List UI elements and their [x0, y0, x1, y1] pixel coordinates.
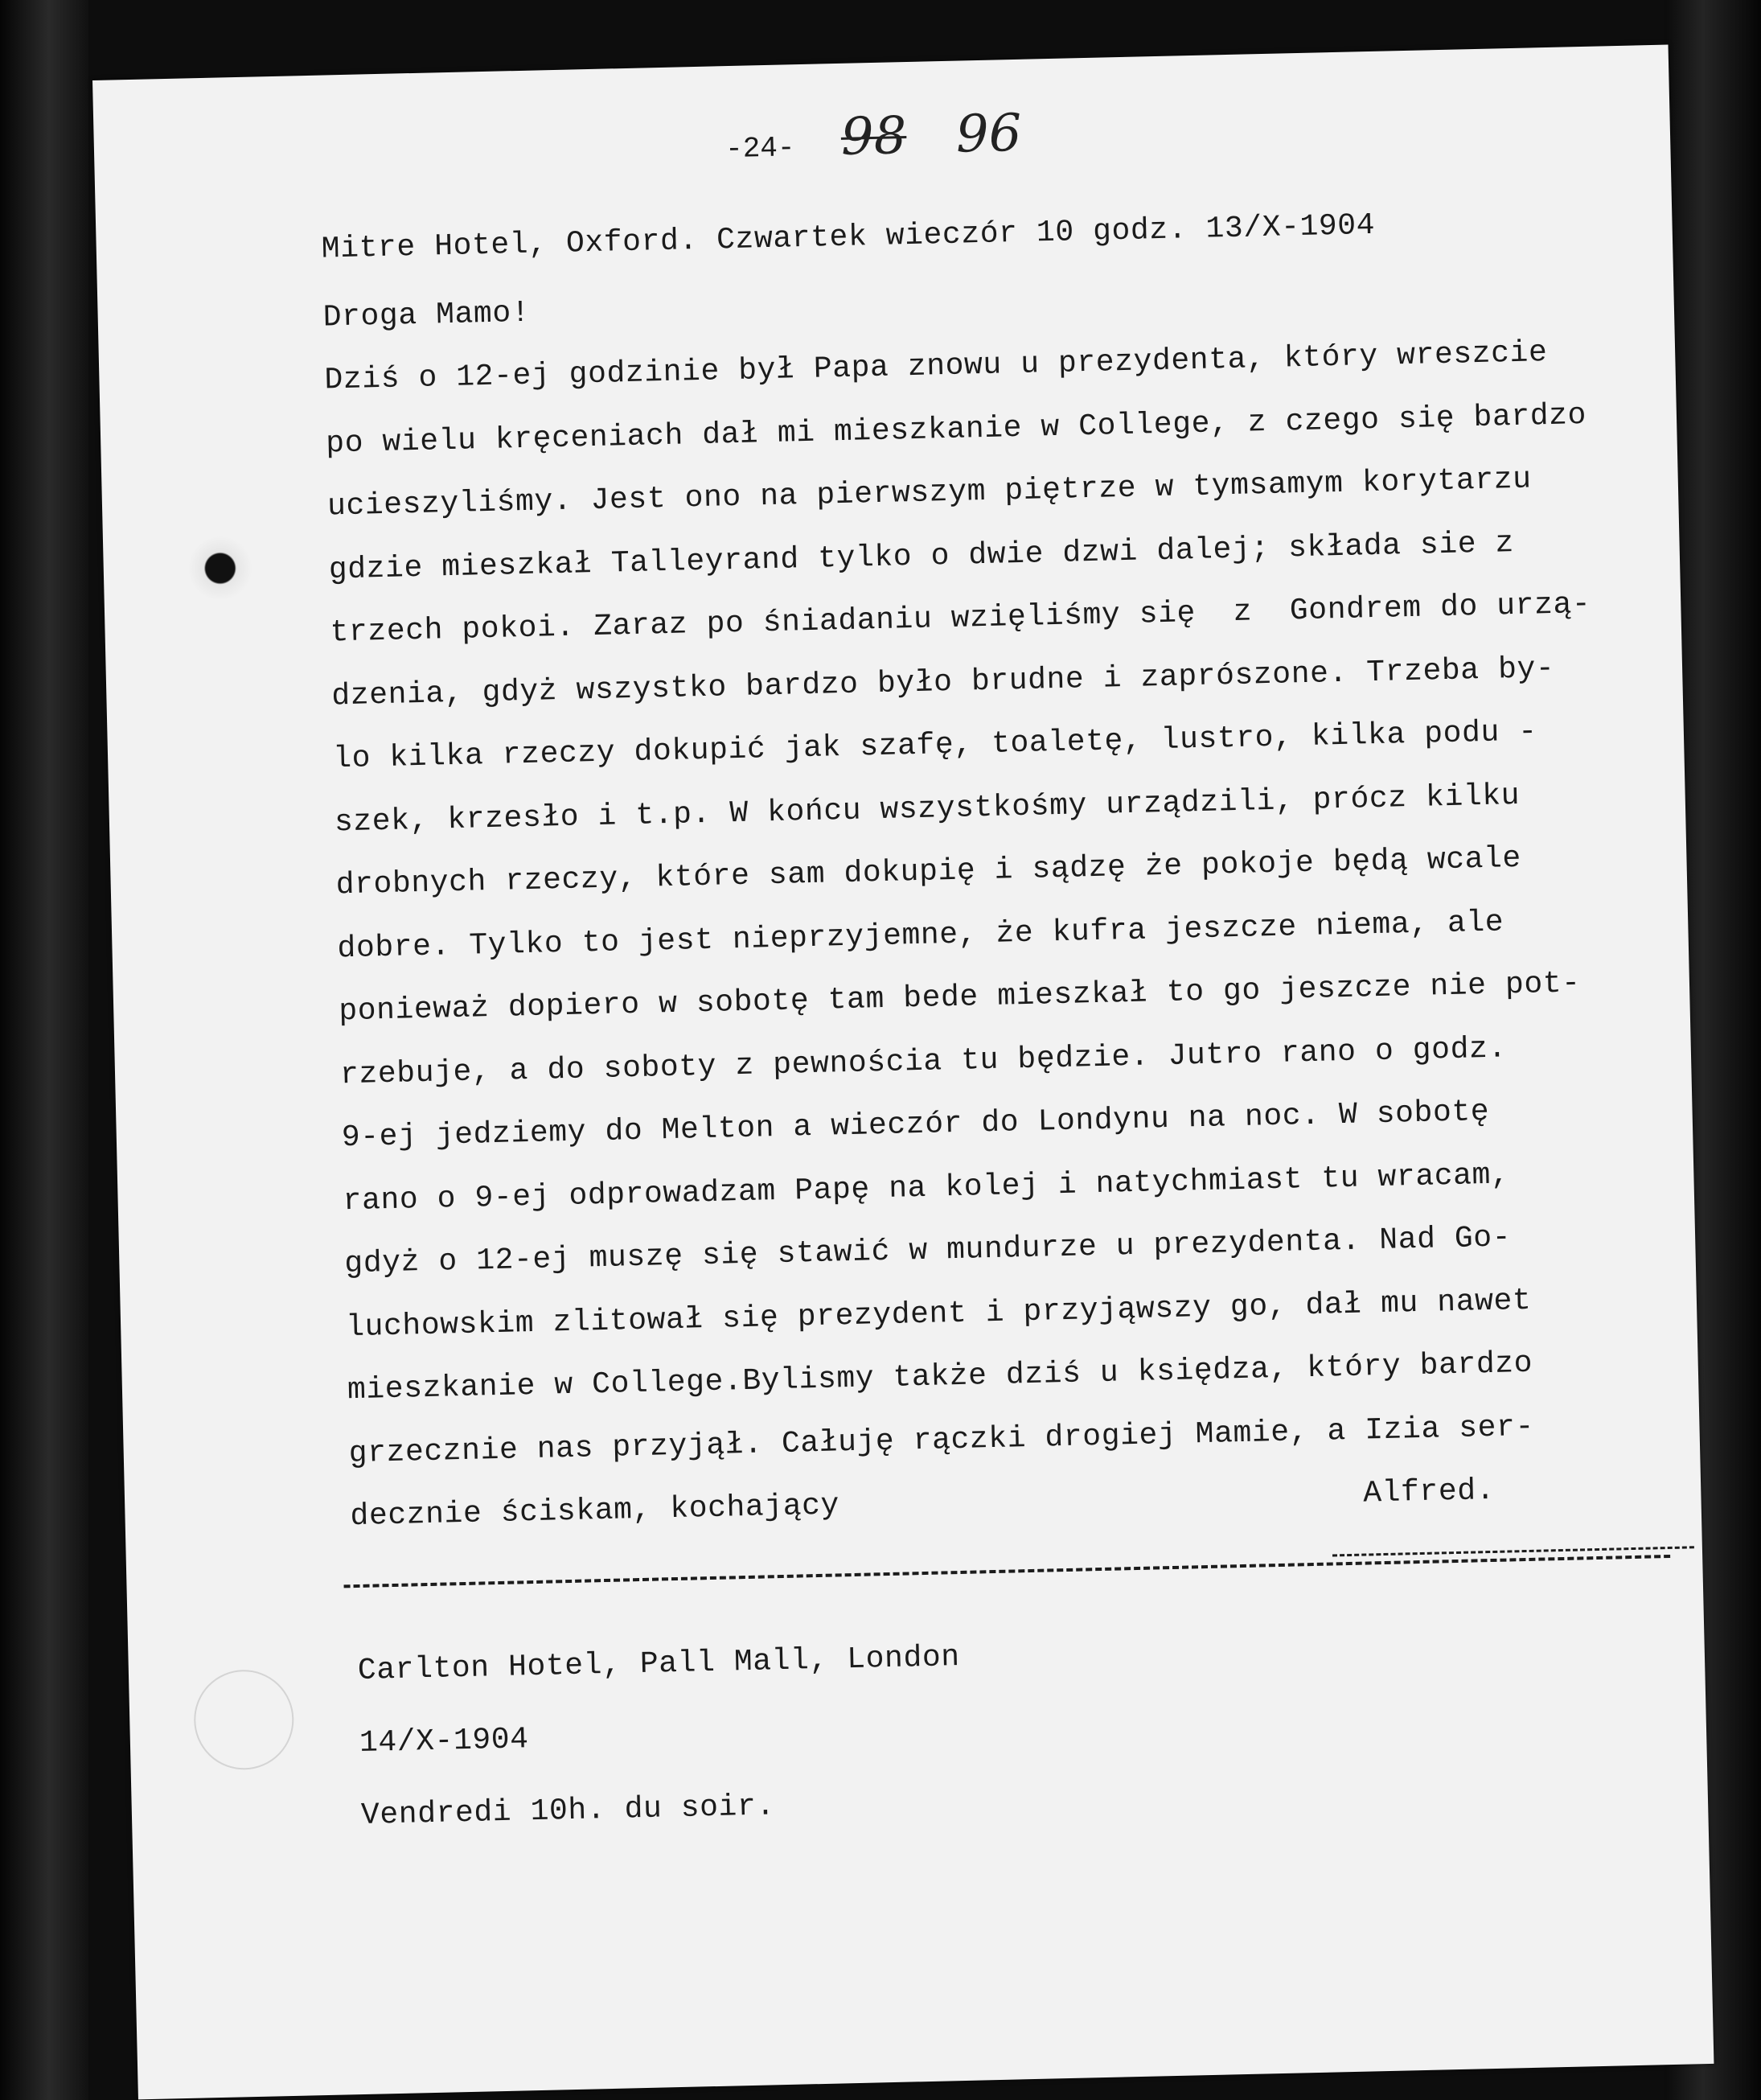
film-edge-left: [0, 0, 88, 2100]
letter-heading: Carlton Hotel, Pall Mall, London: [357, 1640, 961, 1689]
letter-line: ponieważ dopiero w sobotę tam bede mieszkał to go jeszcze nie pot-: [338, 966, 1582, 1029]
letter-signature: Alfred.: [1362, 1473, 1496, 1511]
letter-line: ucieszyliśmy. Jest ono na pierwszym piętrze w tymsamym korytarzu: [326, 462, 1533, 524]
handwritten-page-number-struck: 98: [840, 106, 908, 167]
letter-line: 9-ej jedziemy do Melton a wieczór do Londynu na noc. W sobotę: [341, 1094, 1490, 1156]
letter-line: dzenia, gdyż wszystko bardzo było brudne i zaprószone. Trzeba by-: [330, 651, 1555, 713]
letter-line: szek, krzesło i t.p. W końcu wszystkośmy urządzili, prócz kilku: [334, 778, 1521, 840]
letter-line: Dziś o 12-ej godzinie był Papa znowu u prezydenta, który wreszcie: [324, 335, 1548, 398]
punch-hole-mark: [193, 1669, 295, 1771]
letter-heading: Mitre Hotel, Oxford. Czwartek wieczór 10 godz. 13/X-1904: [321, 208, 1376, 267]
page-header: [725, 103, 1054, 170]
handwritten-page-number: 96: [955, 103, 1023, 165]
letter-line: trzech pokoi. Zaraz po śniadaniu wzięliśmy się z Gondrem do urzą-: [330, 586, 1591, 651]
letter-london: [357, 1621, 964, 1852]
letter-date: 14/X-1904: [359, 1722, 530, 1761]
letter-line: lo kilka rzeczy dokupić jak szafę, toaletę, lustro, kilka podu -: [332, 714, 1538, 777]
document-page: [92, 45, 1714, 2100]
letter-line: gdyż o 12-ej muszę się stawić w mundurze u prezydenta. Nad Go-: [343, 1220, 1512, 1282]
letter-oxford: [321, 187, 1734, 1549]
letter-line: luchowskim zlitował się prezydent i przyjąwszy go, dał mu nawet: [345, 1283, 1532, 1345]
letter-line: grzecznie nas przyjął. Całuję rączki drogiej Mamie, a Izia ser-: [348, 1409, 1535, 1471]
letter-salutation: Droga Mamo!: [322, 295, 531, 335]
letter-closing: decznie ściskam, kochający: [350, 1488, 840, 1535]
separator-rule: [344, 1555, 1671, 1588]
letter-line: rzebuje, a do soboty z pewnościa tu będzie. Jutro rano o godz.: [339, 1030, 1508, 1092]
punch-hole: [188, 536, 252, 601]
letter-line: po wielu kręceniach dał mi mieszkanie w College, z czego się bardzo: [325, 397, 1587, 462]
letter-line: rano o 9-ej odprowadzam Papę na kolej i natychmiast tu wracam,: [343, 1157, 1510, 1218]
page-number: -24-: [725, 131, 796, 166]
letter-line: drobnych rzeczy, które sam dokupię i sądzę że pokoje będą wcale: [335, 840, 1522, 903]
letter-time: Vendredi 10h. du soir.: [360, 1789, 776, 1833]
letter-line: dobre. Tylko to jest nieprzyjemne, że kufra jeszcze niema, ale: [337, 904, 1504, 966]
letter-line: gdzie mieszkał Talleyrand tylko o dwie dzwi dalej; składa sie z: [328, 525, 1515, 587]
letter-line: mieszkanie w College.Bylismy także dziś u księdza, który bardzo: [347, 1346, 1533, 1408]
